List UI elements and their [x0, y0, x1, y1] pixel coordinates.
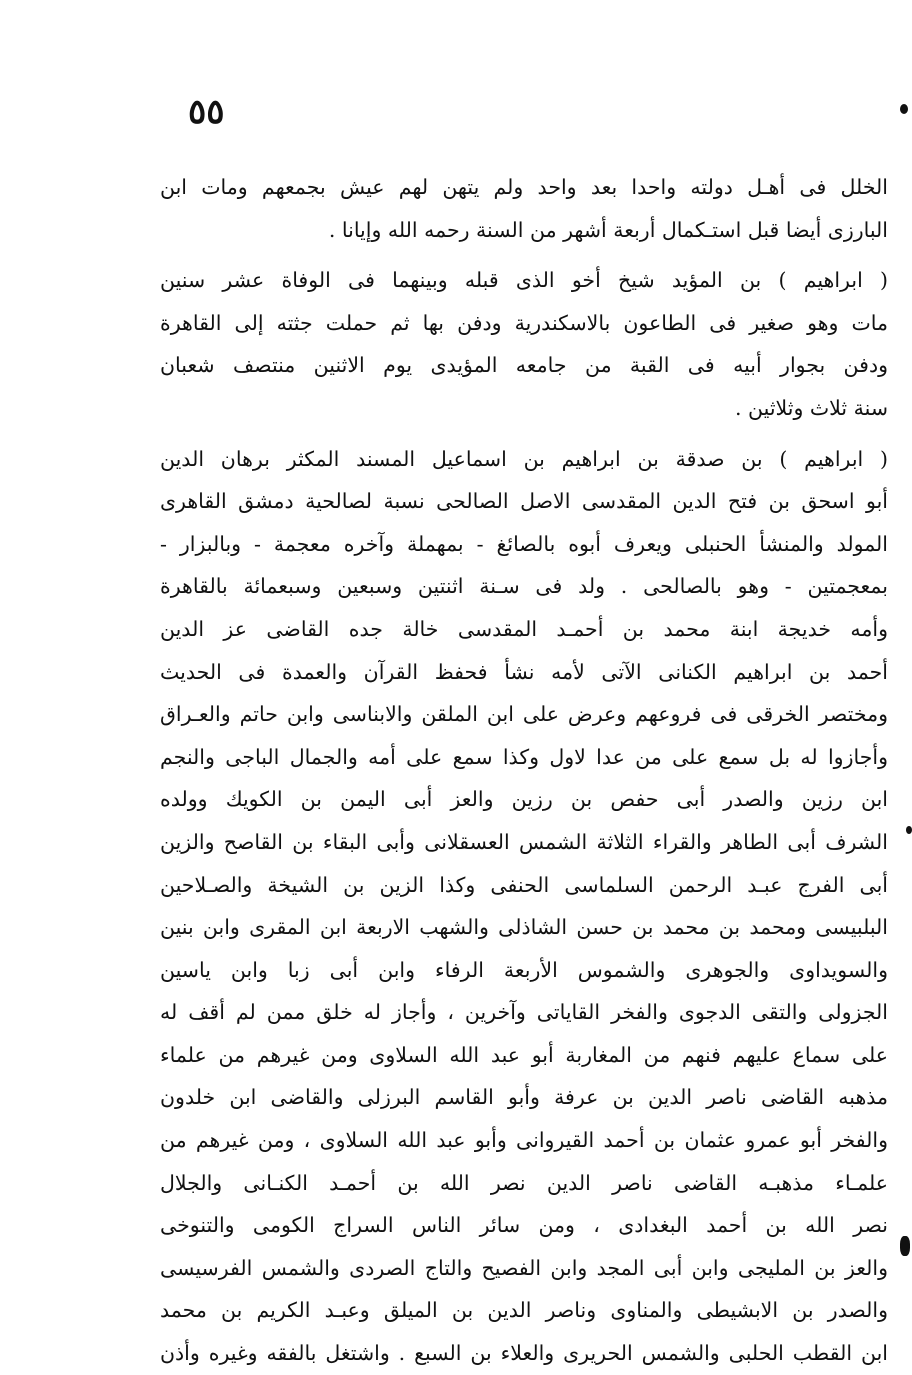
text-line: ابن رزين والصدر أبى حفص بن رزين والعز أبى اليمن بن الكويك وولده	[160, 787, 888, 812]
text-line: سنة ثلاث وثلاثين .	[735, 395, 888, 420]
text-line: ( ابراهيم ) بن صدقة بن ابراهيم بن اسماعيل المسند المكثر برهان الدين	[160, 446, 888, 471]
margin-ink-spot	[900, 1236, 910, 1256]
margin-ink-spot	[900, 104, 908, 114]
paragraph-gap	[160, 251, 888, 259]
text-line: الجزولى والتقى الدجوى والفخر القاياتى وآخرين ، وأجاز له خلق ممن لم أقف له	[160, 1000, 888, 1025]
text-line: مذهبه القاضى ناصر الدين بن عرفة وأبو القاسم البرزلى والقاضى ابن خلدون	[160, 1085, 888, 1110]
text-line: بمعجمتين - وهو بالصالحى . ولد فى سـنة اثنتين وسبعين وسبعمائة بالقاهرة	[160, 574, 888, 599]
page-body	[160, 166, 888, 1375]
text-line: ابن القطب الحلبى والشمس الحريرى والعلاء بن السبع . واشتغل بالفقه وغيره وأذن	[160, 1341, 888, 1366]
text-line: نصر الله بن أحمد البغدادى ، ومن سائر الناس السراج الكومى والتنوخى	[160, 1213, 888, 1238]
text-line: مات وهو صغير فى الطاعون بالاسكندرية ودفن بها ثم حملت جثته إلى القاهرة	[160, 310, 888, 335]
text-line: وأمه خديجة ابنة محمد بن أحمـد المقدسى خالة جده القاضى عز الدين	[160, 616, 888, 641]
margin-ink-spot	[906, 826, 912, 834]
text-line: أحمد بن ابراهيم الكنانى الآتى لأمه نشأ فحفظ القرآن والعمدة فى الحديث	[160, 659, 888, 684]
text-line: ( ابراهيم ) بن المؤيد شيخ أخو الذى قبله وبينهما فى الوفاة عشر سنين	[160, 268, 888, 293]
text-line: المولد والمنشأ الحنبلى ويعرف أبوه بالصائغ - بمهملة وآخره معجمة - وبالبزار -	[160, 531, 888, 556]
paragraph-gap	[160, 430, 888, 438]
text-line: والصدر بن الابشيطى والمناوى وناصر الدين بن الميلق وعبـد الكريم بن محمد	[160, 1298, 888, 1323]
text-line: أبو اسحق بن فتح الدين المقدسى الاصل الصالحى نسبة لصالحية دمشق القاهرى	[160, 489, 888, 514]
text-line: وأجازوا له بل سمع على من عدا لاول وكذا سمع على أمه والجمال الباجى والنجم	[160, 744, 888, 769]
text-line: البلبيسى ومحمد بن محمد بن حسن الشاذلى والشهب الاربعة ابن المقرى وابن بنين	[160, 915, 888, 940]
text-line: الخلل فى أهـل دولته واحدا بعد واحد ولم يتهن لهم عيش بجمعهم ومات ابن	[160, 175, 888, 199]
text-line: أبى الفرج عبـد الرحمن السلماسى الحنفى وكذا الزين بن الشيخة والصـلاحين	[160, 872, 888, 897]
page-number: ٥٥	[188, 92, 225, 132]
text-line: على سماع عليهم فنهم من المغاربة أبو عبد الله السلاوى ومن غيرهم من علماء	[160, 1042, 888, 1067]
text-line: والعز بن المليجى وابن أبى المجد وابن الفصيح والتاج الصردى والشمس الفرسيسى	[160, 1255, 888, 1280]
text-line: البارزى أيضا قبل استـكمال أربعة أشهر من السنة رحمه الله وإيانا .	[328, 217, 888, 242]
text-line: ودفن بجوار أبيه فى القبة من جامعه المؤيدى يوم الاثنين منتصف شعبان	[160, 353, 888, 378]
text-line: والسويداوى والجوهرى والشموس الأربعة الرفاء وابن أبى زبا وابن ياسين	[160, 957, 888, 982]
text-line: علمـاء مذهبـه القاضى ناصر الدين نصر الله بن أحمـد الكنـانى والجلال	[160, 1170, 888, 1195]
text-line: والفخر أبو عمرو عثمان بن أحمد القيروانى وأبو عبد الله السلاوى ، ومن غيرهم من	[160, 1128, 888, 1153]
text-line: الشرف أبى الطاهر والقراء الثلاثة الشمس العسقلانى وأبى البقاء بن القاصح والزين	[160, 829, 888, 854]
text-line: ومختصر الخرقى فى فروعهم وعرض على ابن الملقن والابناسى وابن حاتم والعـراق	[160, 702, 888, 727]
